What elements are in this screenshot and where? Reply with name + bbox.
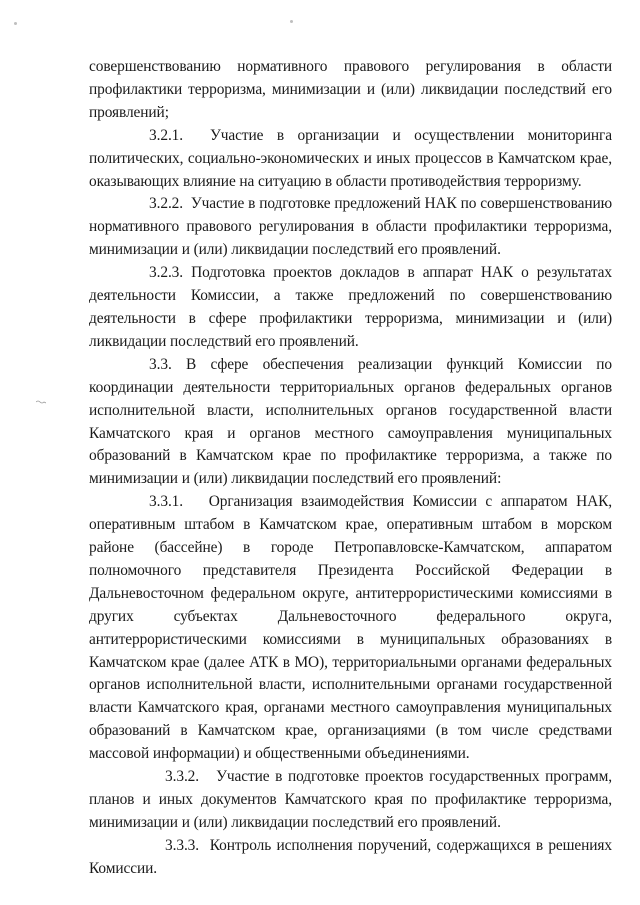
scan-artifact-mark bbox=[36, 400, 46, 404]
scan-dot bbox=[290, 20, 293, 23]
paragraph-number: 3.3.3. bbox=[165, 836, 200, 854]
paragraph-3-3-2 bbox=[89, 766, 612, 835]
paragraph-3-3-1 bbox=[89, 491, 612, 766]
paragraph-3-2-3 bbox=[89, 262, 612, 354]
paragraph-3-3-3 bbox=[89, 835, 612, 881]
paragraph-text: Подготовка проектов докладов в аппарат НАК о результатах деятельности Комиссии, а также предложений по совершенствованию деятельности в сфере профилактики терроризма, минимизации и (или) ликвидации последствий его проявлений. bbox=[89, 264, 612, 350]
paragraph-number: 3.2.1. bbox=[149, 126, 184, 144]
paragraph-text: совершенствованию нормативного правового регулирования в области профилактики терроризма, минимизации и (или) ликвидации последствий его проявлений; bbox=[89, 58, 612, 121]
paragraph-continuation bbox=[89, 56, 612, 125]
paragraph-text: Контроль исполнения поручений, содержащихся в решениях Комиссии. bbox=[89, 836, 612, 877]
paragraph-3-2-1 bbox=[89, 125, 612, 194]
paragraph-number: 3.3. bbox=[149, 355, 172, 373]
paragraph-text: Организация взаимодействия Комиссии с аппаратом НАК, оперативным штабом в Камчатском крае, оперативным штабом в морском районе (бассейне) в городе Петропавловске-Камчатском, аппаратом полномочного представителя Президента Российской Федерации в Дальневосточном федеральном округе, антитеррористическими комиссиями в других субъектах Дальневосточного федерального округа, антитеррористическими комиссиями в муниципальных образованиях в Камчатском крае (далее АТК в МО), территориальными органами федеральных органов исполнительной власти, исполнительными органами государственной власти Камчатского края, органами местного самоуправления муниципальных образований в Камчатском крае, организациями (в том числе средствами массовой информации) и общественными объединениями. bbox=[89, 493, 613, 763]
paragraph-3-3 bbox=[89, 354, 612, 491]
paragraph-text: В сфере обеспечения реализации функций Комиссии по координации деятельности территориальных органов федеральных органов исполнительной власти, исполнительных органов государственной власти Камчатского края и органов местного самоуправления муниципальных образований в Камчатском крае по профилактике терроризма, а также по минимизации и (или) ликвидации последствий его проявлений: bbox=[89, 355, 612, 488]
document-body bbox=[89, 56, 612, 881]
paragraph-text: Участие в подготовке проектов государственных программ, планов и иных документов Камчатского края по профилактике терроризма, минимизации и (или) ликвидации последствий его проявлений. bbox=[89, 768, 612, 831]
paragraph-number: 3.3.1. bbox=[149, 493, 184, 511]
paragraph-3-2-2 bbox=[89, 193, 612, 262]
paragraph-text: Участие в подготовке предложений НАК по совершенствованию нормативного правового регулирования в области профилактики терроризма, минимизации и (или) ликвидации последствий его проявлений. bbox=[89, 195, 612, 259]
paragraph-text: Участие в организации и осуществлении мониторинга политических, социально-экономических и иных процессов в Камчатском крае, оказывающих влияние на ситуацию в области противодействия терроризму. bbox=[89, 126, 612, 190]
paragraph-number: 3.2.3. bbox=[149, 264, 184, 282]
paragraph-number: 3.3.2. bbox=[165, 768, 200, 786]
scan-dot bbox=[14, 22, 17, 25]
paragraph-number: 3.2.2. bbox=[149, 195, 184, 213]
